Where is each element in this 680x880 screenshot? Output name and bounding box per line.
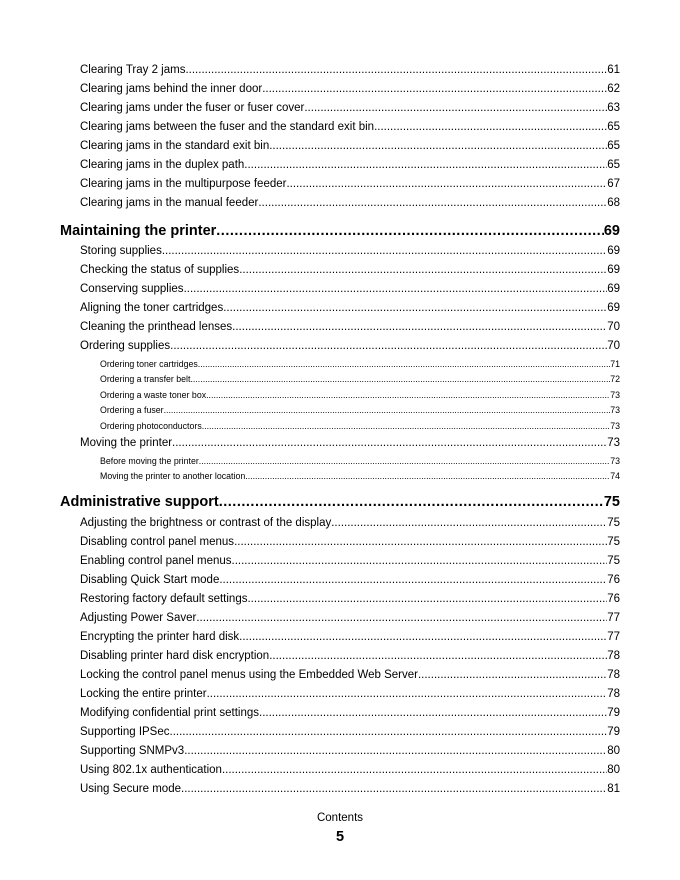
toc-entry[interactable] [80, 555, 620, 571]
toc-entry-page: 67 [607, 178, 620, 190]
toc-entry[interactable] [80, 745, 620, 761]
toc-subentry[interactable] [100, 421, 620, 433]
toc-entry-page: 70 [607, 340, 620, 352]
toc-entry[interactable] [80, 726, 620, 742]
toc-entry[interactable] [80, 83, 620, 99]
toc-entry[interactable] [80, 121, 620, 137]
toc-chapter-title: Administrative support [60, 494, 219, 510]
toc-entry-page: 79 [607, 707, 620, 719]
toc-entry-title: Restoring factory default settings [80, 593, 248, 605]
toc-subentry-page: 72 [610, 374, 620, 384]
toc-entry-page: 78 [607, 669, 620, 681]
toc-entry-page: 73 [607, 437, 620, 449]
toc-entry[interactable] [80, 688, 620, 704]
toc-entry[interactable] [80, 102, 620, 118]
toc-entry[interactable] [80, 437, 620, 453]
toc-entry-title: Conserving supplies [80, 283, 184, 295]
toc-entry-title: Locking the entire printer [80, 688, 207, 700]
toc-subentry-title: Ordering photoconductors [100, 421, 202, 431]
toc-entry-page: 61 [607, 64, 620, 76]
toc-entry[interactable] [80, 178, 620, 194]
toc-entry[interactable] [80, 574, 620, 590]
toc-entry-title: Ordering supplies [80, 340, 171, 352]
toc-entry-title: Supporting SNMPv3 [80, 745, 185, 757]
toc-entry[interactable] [80, 264, 620, 280]
toc-entry-title: Disabling control panel menus [80, 536, 235, 548]
toc-entry-title: Modifying confidential print settings [80, 707, 259, 719]
toc-entry[interactable] [80, 321, 620, 337]
toc-entry-page: 78 [607, 650, 620, 662]
toc-entry-title: Supporting IPSec [80, 726, 170, 738]
toc-entry-page: 80 [607, 745, 620, 757]
toc-entry[interactable] [80, 517, 620, 533]
toc-subentry[interactable] [100, 456, 620, 468]
toc-entry-title: Enabling control panel menus [80, 555, 232, 567]
toc-subentry[interactable] [100, 374, 620, 386]
toc-entry-title: Cleaning the printhead lenses [80, 321, 233, 333]
toc-subentry-title: Ordering a transfer belt [100, 374, 191, 384]
toc-entry-page: 75 [607, 555, 620, 567]
toc-entry-page: 75 [607, 517, 620, 529]
toc-entry-page: 69 [607, 302, 620, 314]
toc-subentry-title: Ordering toner cartridges [100, 359, 198, 369]
toc-entry-page: 76 [607, 593, 620, 605]
toc-subentry-page: 73 [610, 405, 620, 415]
toc-entry-page: 69 [607, 245, 620, 257]
toc-subentry[interactable] [100, 390, 620, 402]
toc-entry-title: Clearing jams in the duplex path [80, 159, 245, 171]
toc-entry-title: Clearing jams between the fuser and the standard exit bin [80, 121, 375, 133]
toc-entry[interactable] [80, 707, 620, 723]
toc-chapter-heading[interactable] [60, 494, 620, 514]
toc-entry-title: Encrypting the printer hard disk [80, 631, 240, 643]
toc-entry[interactable] [80, 302, 620, 318]
toc-entry-title: Clearing jams in the multipurpose feeder [80, 178, 287, 190]
toc-entry-page: 62 [607, 83, 620, 95]
toc-entry-title: Moving the printer [80, 437, 173, 449]
toc-entry-title: Locking the control panel menus using the Embedded Web Server [80, 669, 418, 681]
toc-entry[interactable] [80, 631, 620, 647]
toc-subentry[interactable] [100, 471, 620, 483]
toc-entry[interactable] [80, 650, 620, 666]
toc-entry-title: Adjusting the brightness or contrast of the display [80, 517, 332, 529]
toc-entry[interactable] [80, 593, 620, 609]
toc-entry-title: Clearing jams behind the inner door [80, 83, 263, 95]
toc-subentry[interactable] [100, 405, 620, 417]
footer-section-label: Contents [316, 812, 364, 824]
toc-entry[interactable] [80, 340, 620, 356]
toc-entry-title: Using Secure mode [80, 783, 181, 795]
toc-subentry-title: Ordering a waste toner box [100, 390, 207, 400]
toc-entry[interactable] [80, 140, 620, 156]
toc-entry-page: 77 [607, 612, 620, 624]
toc-entry-title: Storing supplies [80, 245, 162, 257]
toc-entry-page: 76 [607, 574, 620, 586]
toc-entry-title: Clearing jams in the manual feeder [80, 197, 259, 209]
toc-subentry-page: 73 [610, 421, 620, 431]
toc-chapter-page: 75 [603, 494, 620, 510]
toc-entry-page: 65 [607, 121, 620, 133]
toc-entry-page: 69 [607, 283, 620, 295]
toc-entry[interactable] [80, 783, 620, 799]
toc-subentry-page: 73 [610, 456, 620, 466]
toc-entry-page: 79 [607, 726, 620, 738]
toc-chapter-title: Maintaining the printer [60, 223, 217, 239]
toc-subentry-page: 71 [610, 359, 620, 369]
toc-entry[interactable] [80, 536, 620, 552]
toc-entry[interactable] [80, 64, 620, 80]
toc-entry[interactable] [80, 197, 620, 213]
toc-entry-title: Adjusting Power Saver [80, 612, 197, 624]
toc-entry-title: Clearing jams in the standard exit bin [80, 140, 270, 152]
toc-entry[interactable] [80, 669, 620, 685]
footer-page-number: 5 [335, 829, 345, 845]
toc-entry[interactable] [80, 764, 620, 780]
toc-subentry-title: Moving the printer to another location [100, 471, 246, 481]
toc-entry-title: Using 802.1x authentication [80, 764, 222, 776]
toc-entry[interactable] [80, 283, 620, 299]
toc-subentry-title: Before moving the printer [100, 456, 199, 466]
toc-chapter-heading[interactable] [60, 223, 620, 243]
toc-entry-page: 80 [607, 764, 620, 776]
toc-entry-page: 69 [607, 264, 620, 276]
toc-entry-title: Clearing Tray 2 jams [80, 64, 186, 76]
toc-entry-page: 65 [607, 140, 620, 152]
toc-entry-title: Aligning the toner cartridges [80, 302, 224, 314]
toc-entry-title: Clearing jams under the fuser or fuser cover [80, 102, 305, 114]
toc-entry[interactable] [80, 612, 620, 628]
toc-chapter-page: 69 [603, 223, 620, 239]
toc-entry-page: 78 [607, 688, 620, 700]
toc-entry-page: 75 [607, 536, 620, 548]
toc-entry-page: 77 [607, 631, 620, 643]
toc-subentry[interactable] [100, 359, 620, 371]
toc-entry-title: Disabling printer hard disk encryption [80, 650, 270, 662]
toc-subentry-title: Ordering a fuser [100, 405, 164, 415]
toc-subentry-page: 74 [610, 471, 620, 481]
toc-entry-page: 65 [607, 159, 620, 171]
toc-entry-title: Disabling Quick Start mode [80, 574, 220, 586]
toc-entry[interactable] [80, 159, 620, 175]
toc-entry-page: 70 [607, 321, 620, 333]
toc-entry-page: 81 [607, 783, 620, 795]
toc-entry-page: 63 [607, 102, 620, 114]
toc-entry-page: 68 [607, 197, 620, 209]
toc-entry[interactable] [80, 245, 620, 261]
toc-entry-title: Checking the status of supplies [80, 264, 240, 276]
toc-subentry-page: 73 [610, 390, 620, 400]
